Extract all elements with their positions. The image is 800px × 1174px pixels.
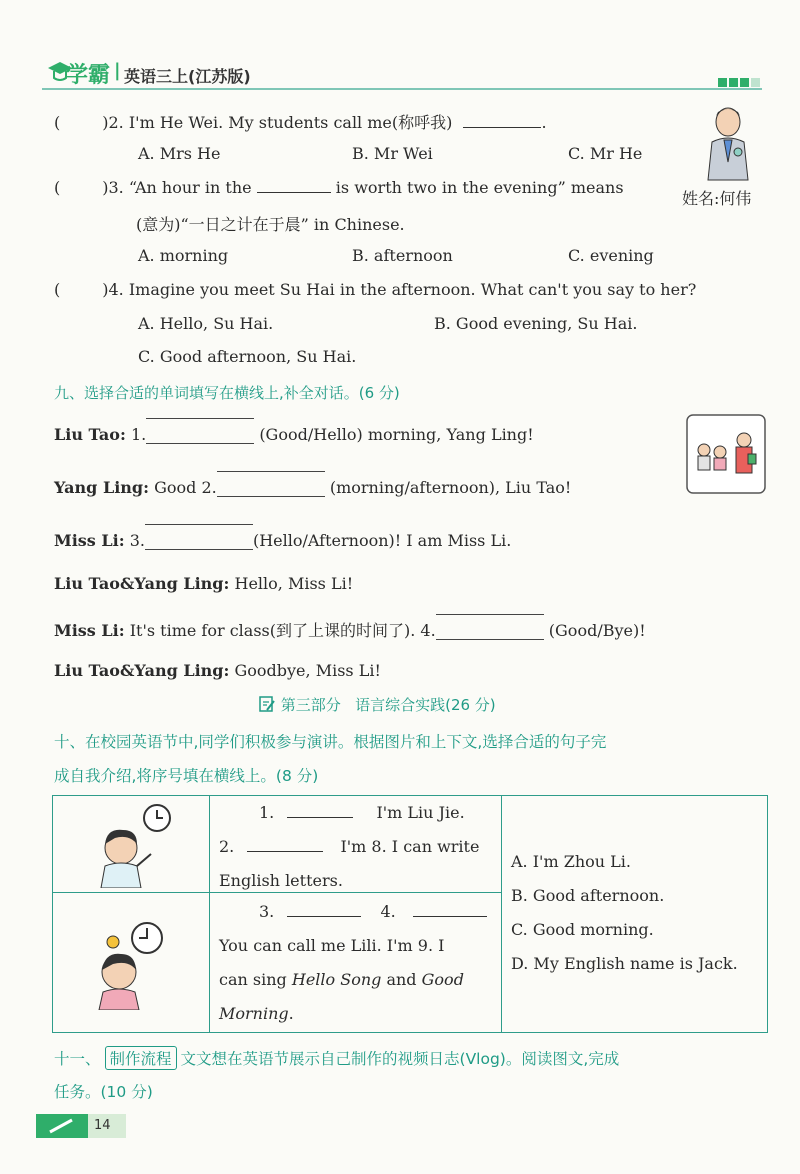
answer-blank[interactable] <box>413 915 487 917</box>
answer-blank[interactable] <box>146 424 254 442</box>
option-b: B. Mr Wei <box>352 144 433 163</box>
row1-line2 <box>219 837 479 856</box>
line-post: (Good/Bye)! <box>548 621 646 640</box>
teacher-illustration <box>698 102 758 182</box>
answer-paren-close: ) <box>102 280 109 299</box>
edit-note-icon <box>258 695 276 713</box>
table-divider <box>501 796 502 1032</box>
answer-paren-open: ( <box>54 113 61 132</box>
row1-text: I'm 8. I can write <box>340 837 480 856</box>
answer-blank[interactable] <box>463 126 541 128</box>
row1-line1 <box>259 803 465 822</box>
answer-paren-open: ( <box>54 280 61 299</box>
dialogue-line-5 <box>54 618 646 641</box>
answer-blank[interactable] <box>217 477 325 495</box>
question-number: 3. <box>108 178 124 197</box>
question-stem-part2: is worth two in the evening” means <box>335 178 624 197</box>
choice-d: D. My English name is Jack. <box>511 954 738 973</box>
girl-with-clock-illustration <box>93 914 183 1010</box>
blank-number: 4. <box>380 902 396 921</box>
page-number: 14 <box>94 1118 111 1133</box>
choice-c: C. Good morning. <box>511 920 654 939</box>
table-divider <box>53 892 501 893</box>
question-3 <box>54 178 624 197</box>
option-c: C. Good afternoon, Su Hai. <box>138 347 357 366</box>
dialogue-line-6 <box>54 661 381 680</box>
question-stem-part1: “An hour in the <box>128 178 252 197</box>
footer-tab <box>36 1114 126 1138</box>
row2-text: . <box>288 1004 294 1023</box>
question-number: 2. <box>108 113 124 132</box>
line-pre: It's time for class(到了上课的时间了). 4. <box>129 621 436 640</box>
blank-number: 2. <box>219 837 235 856</box>
question-stem-line2: (意为)“一日之计在于晨” in Chinese. <box>136 215 405 234</box>
option-c: C. Mr He <box>568 144 643 163</box>
row2-line2: You can call me Lili. I'm 9. I <box>219 936 445 955</box>
answer-blank[interactable] <box>287 915 361 917</box>
answer-blank[interactable] <box>257 191 331 193</box>
answer-blank[interactable] <box>436 620 544 638</box>
row2-text: and <box>381 970 422 989</box>
option-c: C. evening <box>568 246 654 265</box>
answer-blank[interactable] <box>247 850 323 852</box>
dialogue-line-2 <box>54 477 571 497</box>
line-post: (Good/Hello) morning, Yang Ling! <box>259 425 534 444</box>
answer-paren-open: ( <box>54 178 61 197</box>
question-stem: Imagine you meet Su Hai in the afternoon. What can't you say to her? <box>128 280 697 299</box>
speaker: Liu Tao&Yang Ling: <box>54 574 230 593</box>
header-divider: | <box>114 60 121 81</box>
speaker: Miss Li: <box>54 621 125 640</box>
row2-line3 <box>219 970 464 989</box>
classroom-illustration <box>686 414 766 494</box>
dialogue-line-4 <box>54 574 353 593</box>
line-post: (Hello/Afternoon)! I am Miss Li. <box>252 531 512 550</box>
question-number: 4. <box>108 280 124 299</box>
blank-number: 3. <box>259 902 275 921</box>
dialogue-line-3 <box>54 530 511 550</box>
option-b: B. Good evening, Su Hai. <box>434 314 638 333</box>
answer-blank[interactable] <box>287 816 353 818</box>
boy-with-clock-illustration <box>93 804 183 888</box>
dialogue-line-1 <box>54 424 534 444</box>
intro-table <box>52 795 768 1033</box>
option-b: B. afternoon <box>352 246 453 265</box>
choice-a: A. I'm Zhou Li. <box>511 852 631 871</box>
row2-line1 <box>259 902 487 921</box>
row1-line3: English letters. <box>219 871 343 890</box>
section-11-tag: 制作流程 <box>105 1046 177 1070</box>
speaker: Yang Ling: <box>54 478 149 497</box>
answer-blank[interactable] <box>145 530 253 548</box>
line-text: Hello, Miss Li! <box>234 574 354 593</box>
section-9-title: 九、选择合适的单词填写在横线上,补全对话。(6 分) <box>54 384 400 402</box>
logo-text: 学霸 <box>66 63 111 88</box>
question-stem-end: . <box>541 113 547 132</box>
part-3-heading <box>258 694 496 715</box>
line-pre: 1. <box>130 425 147 444</box>
row1-text: I'm Liu Jie. <box>376 803 465 822</box>
line-pre: Good 2. <box>154 478 217 497</box>
header-logo <box>44 56 112 86</box>
option-a: A. Mrs He <box>138 144 221 163</box>
table-divider <box>209 796 210 1032</box>
line-text: Goodbye, Miss Li! <box>234 661 381 680</box>
row2-text: can sing <box>219 970 292 989</box>
song-title: Morning <box>219 1004 289 1023</box>
answer-paren-close: ) <box>102 178 109 197</box>
question-2 <box>54 110 547 133</box>
teacher-caption: 姓名:何伟 <box>682 189 752 208</box>
line-post: (morning/afternoon), Liu Tao! <box>329 478 572 497</box>
speaker: Miss Li: <box>54 531 125 550</box>
section-11-text: 文文想在英语节展示自己制作的视频日志(Vlog)。阅读图文,完成 <box>180 1050 620 1068</box>
question-stem: I'm He Wei. My students call me(称呼我) <box>128 113 453 132</box>
part-3-title: 第三部分 语言综合实践(26 分) <box>280 696 496 714</box>
header-rule <box>42 88 762 90</box>
book-title: 英语三上(江苏版) <box>124 67 251 86</box>
song-title: Good <box>421 970 464 989</box>
line-pre: 3. <box>129 531 145 550</box>
choice-b: B. Good afternoon. <box>511 886 665 905</box>
option-a: A. Hello, Su Hai. <box>138 314 274 333</box>
question-4 <box>54 280 696 299</box>
section-11-title-line1 <box>54 1046 619 1070</box>
section-10-title-line2: 成自我介绍,将序号填在横线上。(8 分) <box>54 767 319 785</box>
song-title: Hello Song <box>291 970 382 989</box>
row2-line4 <box>219 1004 294 1023</box>
speaker: Liu Tao: <box>54 425 126 444</box>
answer-paren-close: ) <box>102 113 109 132</box>
speaker: Liu Tao&Yang Ling: <box>54 661 230 680</box>
section-10-title-line1: 十、在校园英语节中,同学们积极参与演讲。根据图片和上下文,选择合适的句子完 <box>54 733 607 751</box>
section-11-prefix: 十一、 <box>54 1050 101 1068</box>
option-a: A. morning <box>138 246 229 265</box>
blank-number: 1. <box>259 803 275 822</box>
pencil-icon <box>36 1114 88 1138</box>
section-11-title-line2: 任务。(10 分) <box>54 1083 153 1101</box>
